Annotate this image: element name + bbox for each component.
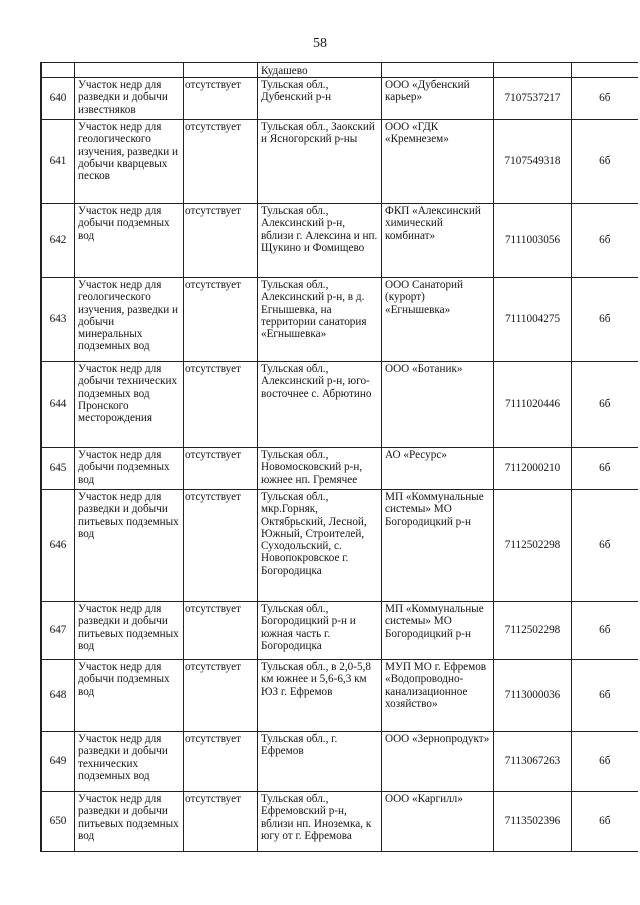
company-cell: МУП МО г. Ефремов «Водопроводно-канализационное хозяйство» (382, 660, 494, 732)
status-cell: отсутствует (184, 448, 258, 490)
category-cell: 6б (572, 792, 638, 852)
company-cell: ООО «Каргилл» (382, 792, 494, 852)
deposit-name-cell: Участок недр для добычи подземных вод (75, 448, 184, 490)
inn-cell: 7113502396 (494, 792, 572, 852)
row-number-cell: 647 (42, 602, 75, 660)
continuation-row (42, 63, 638, 78)
row-number-cell: 640 (42, 78, 75, 120)
table-row (42, 204, 638, 278)
table-row (42, 448, 638, 490)
location-cell: Тульская обл., мкр.Горняк, Октябрьский, Лесной, Южный, Строителей, Суходольский, с. Новопокровское г. Богородицка (258, 490, 382, 602)
inn-cell: 7112502298 (494, 490, 572, 602)
location-cell: Тульская обл., Дубенский р-н (258, 78, 382, 120)
deposit-name-cell: Участок недр для разведки и добычи питьевых подземных вод (75, 490, 184, 602)
table-row (42, 732, 638, 792)
location-cell: Тульская обл., в 2,0-5,8 км южнее и 5,6-6,3 км ЮЗ г. Ефремов (258, 660, 382, 732)
location-cell: Тульская обл., Алексинский р-н, в д. Егнышевка, на территории санатория «Егнышевка» (258, 278, 382, 362)
inn-cell: 7112000210 (494, 448, 572, 490)
continuation-num-cell (42, 63, 75, 78)
deposit-name-cell: Участок недр для разведки и добычи известняков (75, 78, 184, 120)
table-row (42, 120, 638, 204)
deposit-name-cell: Участок недр для добычи технических подземных вод Пронского месторождения (75, 362, 184, 448)
location-cell: Тульская обл., Заокский и Ясногорский р-ны (258, 120, 382, 204)
deposit-name-cell: Участок недр для добычи подземных вод (75, 660, 184, 732)
category-cell: 6б (572, 204, 638, 278)
row-number-cell: 642 (42, 204, 75, 278)
table-row (42, 490, 638, 602)
inn-cell: 7107549318 (494, 120, 572, 204)
status-cell: отсутствует (184, 660, 258, 732)
continuation-company-cell (382, 63, 494, 78)
row-number-cell: 645 (42, 448, 75, 490)
deposit-name-cell: Участок недр для разведки и добычи питьевых подземных вод (75, 792, 184, 852)
company-cell: ООО «ГДК «Кремнезем» (382, 120, 494, 204)
inn-cell: 7113000036 (494, 660, 572, 732)
location-cell: Тульская обл., Ефремовский р-н, вблизи нп. Иноземка, к югу от г. Ефремова (258, 792, 382, 852)
company-cell: ООО «Зернопродукт» (382, 732, 494, 792)
status-cell: отсутствует (184, 278, 258, 362)
row-number-cell: 643 (42, 278, 75, 362)
inn-cell: 7111004275 (494, 278, 572, 362)
category-cell: 6б (572, 490, 638, 602)
location-cell: Тульская обл., Новомосковский р-н, южнее нп. Гремячее (258, 448, 382, 490)
table-row (42, 602, 638, 660)
location-cell: Тульская обл., Алексинский р-н, вблизи г. Алексина и нп. Щукино и Фомищево (258, 204, 382, 278)
row-number-cell: 650 (42, 792, 75, 852)
deposit-name-cell: Участок недр для добычи подземных вод (75, 204, 184, 278)
table-row (42, 660, 638, 732)
status-cell: отсутствует (184, 120, 258, 204)
continuation-inn-cell (494, 63, 572, 78)
row-number-cell: 648 (42, 660, 75, 732)
category-cell: 6б (572, 278, 638, 362)
category-cell: 6б (572, 362, 638, 448)
continuation-name-cell (75, 63, 184, 78)
continuation-category-cell (572, 63, 638, 78)
company-cell: ООО «Ботаник» (382, 362, 494, 448)
table-row (42, 362, 638, 448)
category-cell: 6б (572, 448, 638, 490)
category-cell: 6б (572, 120, 638, 204)
row-number-cell: 641 (42, 120, 75, 204)
inn-cell: 7111003056 (494, 204, 572, 278)
continuation-location-cell: Кудашево (258, 63, 382, 78)
company-cell: ООО «Дубенский карьер» (382, 78, 494, 120)
location-cell: Тульская обл., г. Ефремов (258, 732, 382, 792)
status-cell: отсутствует (184, 732, 258, 792)
inn-cell: 7112502298 (494, 602, 572, 660)
inn-cell: 7107537217 (494, 78, 572, 120)
row-number-cell: 644 (42, 362, 75, 448)
deposit-name-cell: Участок недр для разведки и добычи питьевых подземных вод (75, 602, 184, 660)
deposit-name-cell: Участок недр для разведки и добычи технических подземных вод (75, 732, 184, 792)
category-cell: 6б (572, 602, 638, 660)
location-cell: Тульская обл., Богородицкий р-н и южная часть г. Богородицка (258, 602, 382, 660)
continuation-status-cell (184, 63, 258, 78)
inn-cell: 7113067263 (494, 732, 572, 792)
location-cell: Тульская обл., Алексинский р-н, юго-восточнее с. Абрютино (258, 362, 382, 448)
table-row (42, 78, 638, 120)
page-number: 58 (313, 36, 327, 51)
company-cell: ООО Санаторий (курорт) «Егнышевка» (382, 278, 494, 362)
status-cell: отсутствует (184, 78, 258, 120)
company-cell: ФКП «Алексинский химический комбинат» (382, 204, 494, 278)
status-cell: отсутствует (184, 362, 258, 448)
company-cell: МП «Коммунальные системы» МО Богородицкий р-н (382, 602, 494, 660)
status-cell: отсутствует (184, 204, 258, 278)
registry-table-container (40, 62, 637, 852)
category-cell: 6б (572, 732, 638, 792)
deposit-name-cell: Участок недр для геологического изучения, разведки и добычи минеральных подземных вод (75, 278, 184, 362)
status-cell: отсутствует (184, 792, 258, 852)
company-cell: МП «Коммунальные системы» МО Богородицкий р-н (382, 490, 494, 602)
row-number-cell: 646 (42, 490, 75, 602)
category-cell: 6б (572, 78, 638, 120)
status-cell: отсутствует (184, 602, 258, 660)
company-cell: АО «Ресурс» (382, 448, 494, 490)
registry-table (41, 62, 638, 852)
inn-cell: 7111020446 (494, 362, 572, 448)
category-cell: 6б (572, 660, 638, 732)
table-row (42, 278, 638, 362)
table-row (42, 792, 638, 852)
registry-table-body (42, 63, 638, 852)
row-number-cell: 649 (42, 732, 75, 792)
status-cell: отсутствует (184, 490, 258, 602)
deposit-name-cell: Участок недр для геологического изучения, разведки и добычи кварцевых песков (75, 120, 184, 204)
